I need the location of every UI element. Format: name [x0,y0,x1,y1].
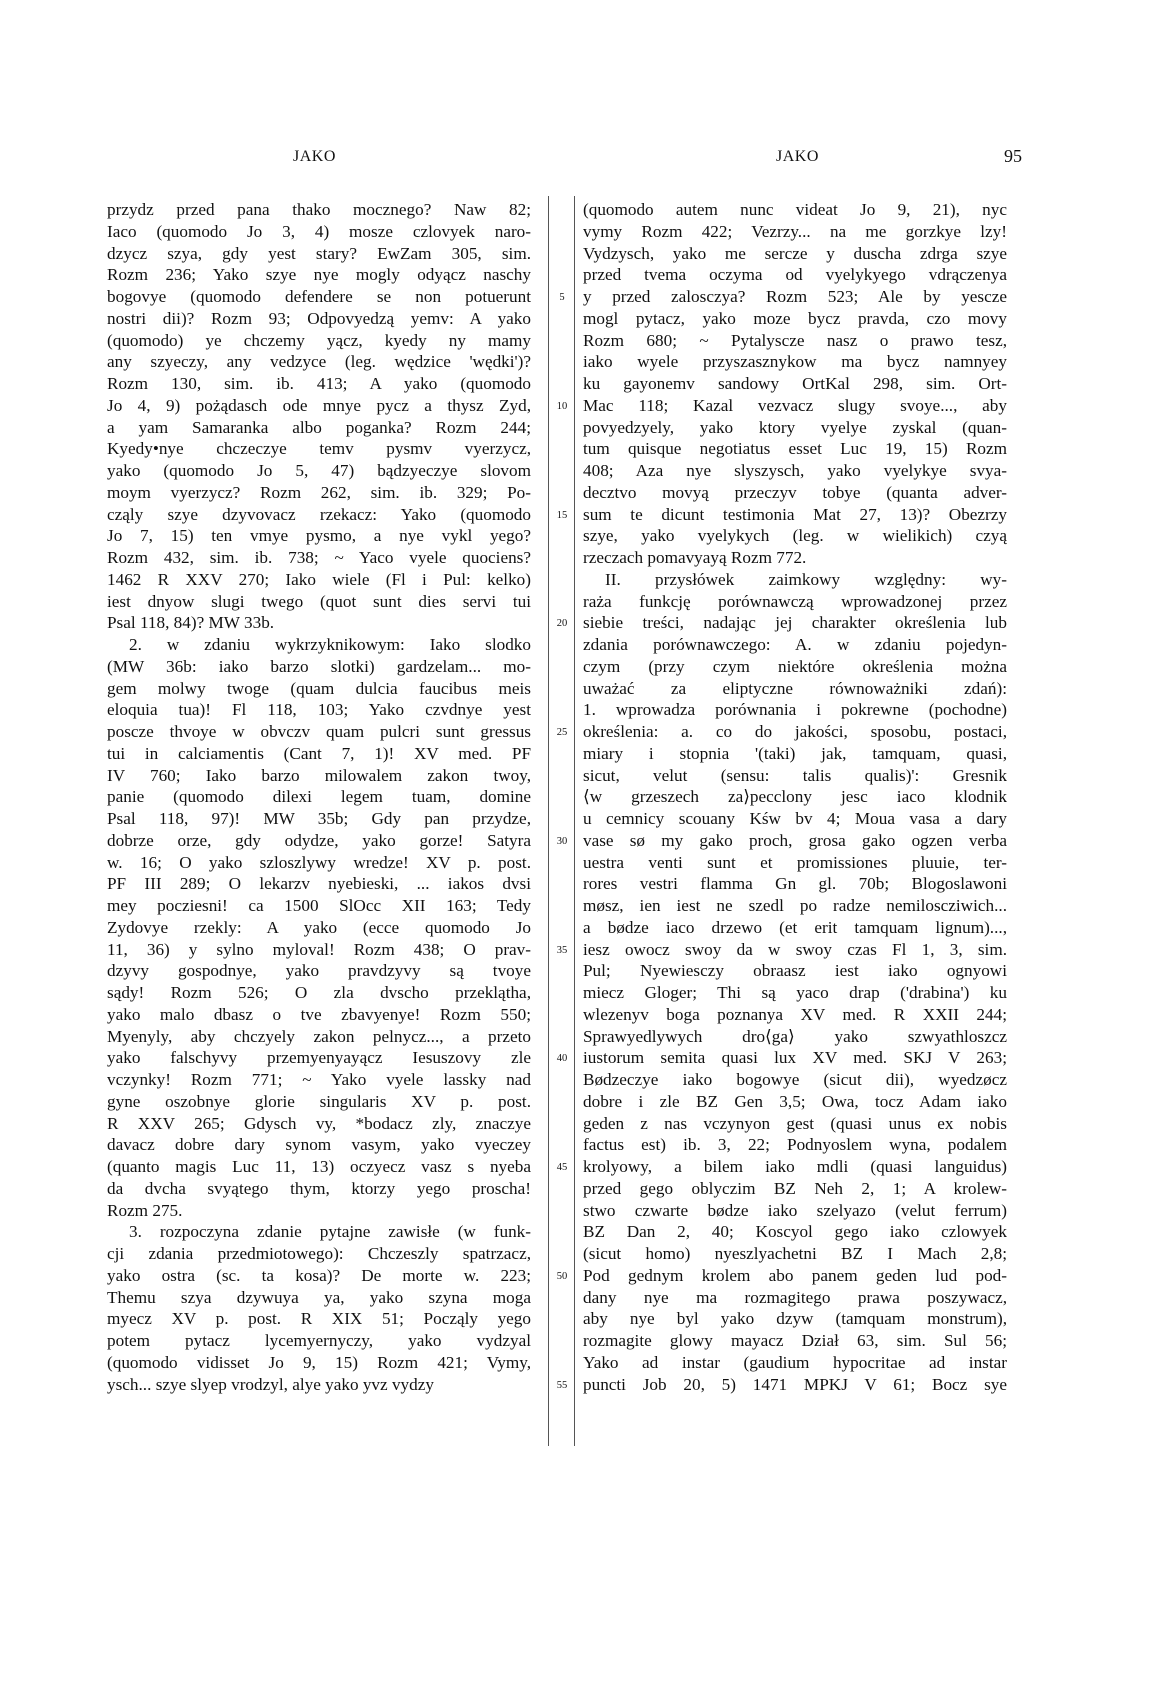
text-line: ⟨w grzeszech za⟩pecclony jesc iaco klodnik [583,787,1007,807]
text-line: yako (quomodo Jo 5, 47) bądzyeczye slovom [107,461,531,480]
text-line: BZ Dan 2, 40; Koscyol gego iako czlowyek [583,1222,1007,1242]
text-line: decztvo movyą przeczyv tobye (quanta adver- [583,482,1007,502]
text-line: 1. wprowadza porównania i pokrewne (pochodne) [583,700,1007,720]
running-head-right: JAKO [776,148,819,165]
text-line: yako falschyvy przemyenyayącz Iesuszovy zle [107,1048,531,1068]
column-divider-right [574,196,575,1446]
text-line: Kyedy•nye chczeczye temv pysmv vyerzycz, [107,439,531,459]
line-number: 30 [556,835,568,847]
text-line: Vydzysch, yako me sercze y duscha zdrga szye [583,243,1007,263]
text-line: raża funkcję porównawczą wprowadzonej przez [583,591,1007,611]
text-line: puncti Job 20, 5) 1471 MPKJ V 61; Bocz sye [583,1374,1007,1394]
text-line: tui in calciamentis (Cant 7, 1)! XV med. PF [107,743,531,763]
text-line: (quomodo autem nunc videat Jo 9, 21), nyc [583,200,1007,219]
left-column [107,199,531,1395]
text-line: 408; Aza nye slyszysch, yako vyelykye svya- [583,461,1007,480]
text-line: factus est) ib. 3, 22; Podnyoslem wyna, podalem [583,1135,1007,1155]
text-line: y przed zalosczya? Rozm 523; Ale by yescze [583,287,1007,306]
text-line: yako malo dbasz o tve zbavyenye! Rozm 550; [107,1004,531,1024]
line-number: 55 [556,1379,568,1391]
line-number: 45 [556,1162,568,1173]
text-line: Rozm 275. [107,1200,183,1220]
text-line: miary i stopnia '(taki) jak, tamquam, quasi, [583,743,1007,763]
text-line: Sprawyedlywych dro⟨ga⟩ yako szwyathloszcz [583,1026,1007,1046]
text-line: (quomodo vidisset Jo 9, 15) Rozm 421; Vymy, [107,1352,531,1372]
text-line: 3. rozpoczyna zdanie pytajne zawisłe (w funk- [129,1222,531,1242]
text-line: rozmagite glowy mayacz Dział 63, sim. Sul 56; [583,1331,1007,1350]
text-line: miecz Gloger; Thi są yaco drap ('drabina') ku [583,983,1007,1002]
text-line: II. przysłówek zaimkowy względny: wy- [605,569,1007,589]
line-number: 10 [556,400,568,412]
text-line: dobre i zle BZ Gen 3,5; Owa, tocz Adam iako [583,1091,1007,1111]
text-line: cząly szye dzyvovacz rzekacz: Yako (quomodo [107,504,531,524]
text-line: Mac 118; Kazal vezvacz slugy svoye..., aby [583,395,1007,415]
text-line: vczynky! Rozm 771; ~ Yako vyele lassky nad [107,1070,531,1089]
text-line: uważać za eliptyczne równoważniki zdań): [583,678,1007,698]
text-line: iest dnyow slugi twego (quot sunt dies servi tui [107,591,531,611]
text-line: vase sø my gako proch, grosa gako ogzen verba [583,830,1007,850]
text-line: sicut, velut (sensu: talis qualis)': Gresnik [583,765,1007,785]
line-number: 25 [556,727,568,738]
text-line: myecz XV p. post. R XIX 51; Począly yego [107,1309,531,1329]
line-number: 35 [556,944,568,956]
line-number: 40 [556,1053,568,1065]
text-line: tum quisque negotiatus esset Luc 19, 15) Rozm [583,439,1007,459]
text-line: mey pocziesni! ca 1500 SlOcc XII 163; Tedy [107,896,531,915]
text-line: iustorum semita quasi lux XV med. SKJ V 263; [583,1048,1007,1068]
text-line: dany nye ma rozmagitego prawa poszywacz, [583,1287,1007,1307]
text-line: (MW 36b: iako barzo slotki) gardzelam... mo- [107,656,531,676]
text-line: a yam Samaranka albo poganka? Rozm 244; [107,417,531,437]
text-line: R XXV 265; Gdysch vy, *bodacz zly, znaczye [107,1113,531,1133]
text-line: moym vyerzycz? Rozm 262, sim. ib. 329; Po- [107,482,531,502]
right-column [583,199,1007,1395]
text-line: poscze thvoye w obvczv quam pulcri sunt gressus [107,722,531,741]
text-line: møsz, ien iest ne szedl po radze nemiloscziwich... [583,896,1007,915]
text-line: Rozm 432, sim. ib. 738; ~ Yaco vyele quociens? [107,548,531,567]
text-line: zdania porównawczego: A. w zdaniu pojedyn- [583,635,1007,654]
text-line: przed gego oblyczim BZ Neh 2, 1; A krolew- [583,1178,1007,1198]
text-line: ysch... szye slyep vrodzyl, alye yako yvz vydzy [107,1374,434,1394]
text-line: da dvcha svyątego thym, ktorzy yego proscha! [107,1178,531,1198]
text-line: krolyowy, a bilem iako mdli (quasi languidus) [583,1157,1007,1176]
text-line: dzyvy gospodnye, yako pravdzyvy są tvoye [107,961,531,981]
line-number: 20 [556,618,568,630]
text-line: Psal 118, 97)! MW 35b; Gdy pan przydze, [107,809,531,828]
text-line: Jo 4, 9) pożądasch ode mnye pycz a thysz Zyd, [107,395,531,415]
text-line: w. 16; O yako szloszlywy wredze! XV p. post. [107,852,531,872]
page-number: 95 [1004,146,1022,166]
text-line: Psal 118, 84)? MW 33b. [107,613,275,633]
text-line: czym (przy czym niektóre określenia można [583,656,1007,676]
column-divider-left [548,196,549,1446]
text-line: wlezenyv boga poznanya XV med. R XXII 244; [583,1004,1007,1024]
text-line: gyne oszobnye glorie singularis XV p. post. [107,1091,531,1111]
running-head-left: JAKO [293,148,336,165]
line-number: 15 [556,509,568,521]
text-line: bogovye (quomodo defendere se non potuerunt [107,287,531,306]
text-line: sum te dicunt testimonia Mat 27, 13)? Obezrzy [583,504,1007,524]
text-line: Rozm 236; Yako szye nye mogly odyącz naschy [107,265,531,285]
text-line: Zydovye rzekly: A yako (ecce quomodo Jo [107,917,531,937]
text-line: rores vestri flamma Gn gl. 70b; Blogoslawoni [583,874,1007,894]
text-line: przed tvema oczyma od vyelykyego vdrączenya [583,265,1007,285]
text-line: nostri dii)? Rozm 93; Odpovyedzą yemv: A yako [107,308,531,328]
text-line: Pod gednym krolem abo panem geden lud pod- [583,1265,1007,1285]
text-line: 2. w zdaniu wykrzyknikowym: Iako slodko [129,635,531,654]
text-line: ku gayonemv sandowy OrtKal 298, sim. Ort- [583,374,1007,393]
text-line: (quanto magis Luc 11, 13) oczyecz vasz s nyeba [107,1157,531,1176]
text-line: określenia: a. co do jakości, sposobu, postaci, [583,722,1007,741]
text-line: Themu szya dzywuya ya, yako szyna moga [107,1287,531,1307]
line-number: 5 [559,292,565,303]
text-line: panie (quomodo dilexi legem tuam, domine [107,787,531,807]
text-line: 11, 36) y sylno myloval! Rozm 438; O prav- [107,939,531,959]
text-line: szye, yako vyelykych (leg. w wielikich) czyą [583,526,1007,546]
text-line: (quomodo) ye chczemy yącz, kyedy ny mamy [107,330,531,350]
text-line: a bødze iaco drzewo (et erit tamquam lignum)..., [583,917,1007,937]
text-line: cji zdania przedmiotowego): Chczeszly spatrzacz, [107,1244,531,1263]
text-line: davacz dobre dary synom vasym, yako vyeczey [107,1135,531,1155]
line-number: 50 [556,1270,568,1282]
text-line: (sicut homo) nyeszlyachetni BZ I Mach 2,8; [583,1244,1007,1263]
text-line: eloquia tua)! Fl 118, 103; Yako czvdnye yest [107,700,531,720]
text-line: siebie treści, nadając jej charakter określenia lub [583,613,1007,633]
text-line: mogl pytacz, yako moze bycz pravda, czo movy [583,308,1007,328]
text-line: dzycz szya, gdy yest stary? EwZam 305, sim. [107,243,531,263]
text-line: iako wyele przyszasznykow ma bycz namnyey [583,352,1007,372]
text-line: gem molwy twoge (quam dulcia faucibus meis [107,678,531,698]
text-line: Jo 7, 15) ten vmye pysmo, a nye vykl yego? [107,526,531,546]
text-line: dobrze orze, gdy odydze, yako gorze! Satyra [107,830,531,850]
text-line: uestra venti sunt et promissiones pluuie, ter- [583,852,1007,872]
text-line: u cemnicy scouany Kśw bv 4; Moua vasa a dary [583,809,1007,828]
text-line: 1462 R XXV 270; Iako wiele (Fl i Pul: kelko) [107,569,531,589]
text-line: yako ostra (sc. ta kosa)? De morte w. 223; [107,1265,531,1285]
text-line: IV 760; Iako barzo milowalem zakon twoy, [107,765,531,785]
text-line: przydz przed pana thako mocznego? Naw 82; [107,200,531,219]
text-line: Rozm 680; ~ Pytalyscze nasz o prawo tesz, [583,330,1007,350]
text-line: Bødzeczye iako bogowye (sicut dii), wyedzøcz [583,1070,1007,1089]
text-line: any szyeczy, any vedzyce (leg. wędzice 'wędki')? [107,352,531,372]
text-line: Myenyly, aby chczyely zakon pelnycz..., a przeto [107,1026,531,1046]
text-line: potem pytacz lycemyernyczy, yako vydzyal [107,1331,531,1350]
text-line: Iaco (quomodo Jo 3, 4) mosze czlovyek naro- [107,221,531,241]
text-line: aby nye byl yako dzyw (tamquam monstrum), [583,1309,1007,1329]
text-line: sądy! Rozm 526; O zla dvscho przeklątha, [107,983,531,1002]
text-line: Rozm 130, sim. ib. 413; A yako (quomodo [107,374,531,393]
text-line: stwo czwarte bødze iako szelyazo (velut ferrum) [583,1200,1007,1220]
text-line: Yako ad instar (gaudium hypocritae ad instar [583,1352,1007,1372]
text-line: rzeczach pomavyayą Rozm 772. [583,548,807,567]
text-line: iesz owocz swoy da w swoy czas Fl 1, 3, sim. [583,939,1007,959]
text-line: PF III 289; O lekarzv nyebieski, ... iakos dvsi [107,874,531,894]
text-line: Pul; Nyewiesczy obraasz iest iako ognyowi [583,961,1007,981]
text-line: vymy Rozm 422; Vezrzy... na me gorzkye lzy! [583,221,1007,241]
text-line: povyedzyely, yako ktory vyelye zyskal (quan- [583,417,1007,437]
text-line: geden z nas vczynyon gest (quasi unus ex nobis [583,1113,1007,1133]
